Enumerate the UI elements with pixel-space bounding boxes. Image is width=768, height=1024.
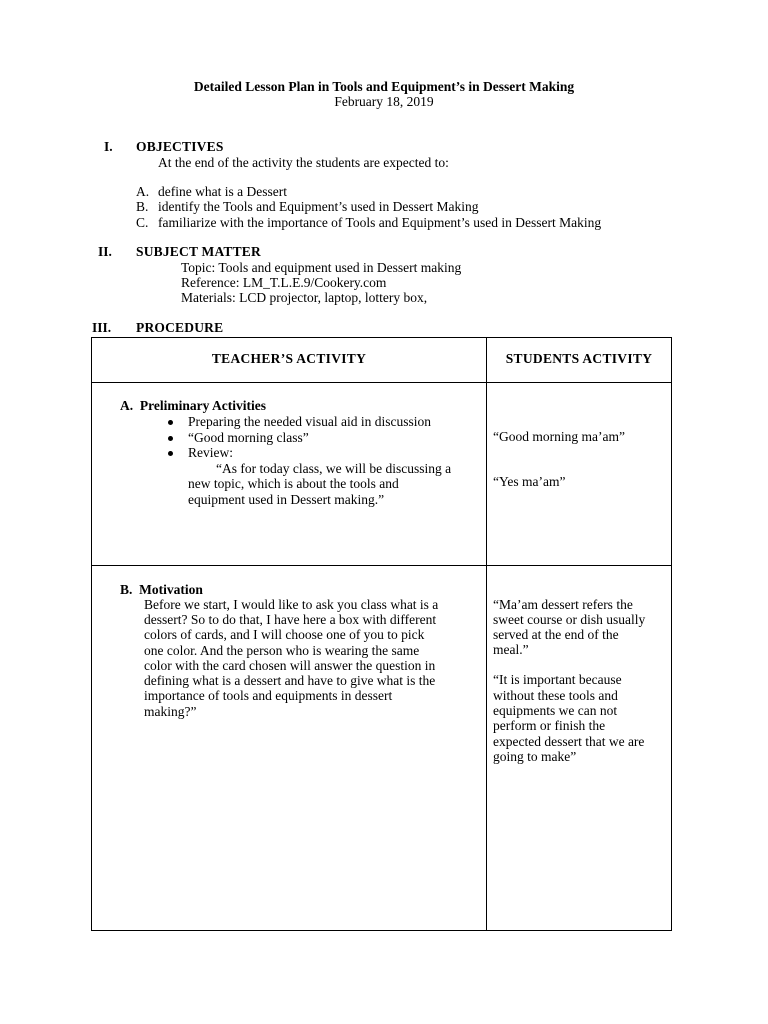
response-2-line-1: “It is important because <box>493 672 622 687</box>
response-2-line-4: perform or finish the <box>493 718 606 733</box>
motivation-row <box>92 566 672 931</box>
preliminary-bullet-2: “Good morning class” <box>188 430 309 445</box>
preliminary-heading: A. Preliminary Activities <box>120 398 266 413</box>
motivation-line-4: one color. And the person who is wearing the same <box>144 643 420 658</box>
motivation-line-3: colors of cards, and I will choose one of you to pick <box>144 627 425 642</box>
subject-materials: Materials: LCD projector, laptop, lottery box, <box>181 290 428 305</box>
response-1-line-4: meal.” <box>493 642 529 657</box>
objective-c-text: familiarize with the importance of Tools and Equipment’s used in Dessert Making <box>158 215 602 230</box>
bullet-icon <box>168 420 173 425</box>
motivation-line-1: Before we start, I would like to ask you class what is a <box>144 597 439 612</box>
objective-a-text: define what is a Dessert <box>158 184 287 199</box>
preliminary-teacher-cell <box>92 383 487 566</box>
procedure-numeral: III. <box>92 320 112 335</box>
motivation-students-cell <box>487 566 672 931</box>
preliminary-students-cell <box>487 383 672 566</box>
response-1-line-3: served at the end of the <box>493 627 619 642</box>
preliminary-row <box>92 383 672 566</box>
teacher-activity-header-cell <box>92 338 487 383</box>
bullet-icon <box>168 451 173 456</box>
response-1-line-2: sweet course or dish usually <box>493 612 646 627</box>
review-line-1: “As for today class, we will be discussing a <box>216 461 452 476</box>
subject-reference: Reference: LM_T.L.E.9/Cookery.com <box>181 275 387 290</box>
students-activity-header-cell <box>487 338 672 383</box>
preliminary-bullet-1: Preparing the needed visual aid in discussion <box>188 414 431 429</box>
subject-matter-heading: SUBJECT MATTER <box>136 244 261 259</box>
document-title: Detailed Lesson Plan in Tools and Equipment’s in Dessert Making <box>193 79 575 94</box>
motivation-line-7: importance of tools and equipments in dessert <box>144 688 393 703</box>
subject-topic: Topic: Tools and equipment used in Dessert making <box>181 260 462 275</box>
student-response-yes: “Yes ma’am” <box>493 474 566 489</box>
motivation-line-5: color with the card chosen will answer the question in <box>144 658 436 673</box>
document-date: February 18, 2019 <box>334 94 434 109</box>
subject-matter-numeral: II. <box>98 244 112 259</box>
motivation-line-6: defining what is a dessert and have to give what is the <box>144 673 436 688</box>
objectives-intro: At the end of the activity the students are expected to: <box>158 155 449 170</box>
procedure-table <box>91 337 672 931</box>
motivation-line-2: dessert? So to do that, I have here a box with different <box>144 612 437 627</box>
review-line-3: equipment used in Dessert making.” <box>188 492 385 507</box>
procedure-heading: PROCEDURE <box>136 320 224 335</box>
motivation-teacher-cell <box>92 566 487 931</box>
preliminary-bullet-3: Review: <box>188 445 233 460</box>
objectives-heading: OBJECTIVES <box>136 139 224 154</box>
response-1-line-1: “Ma’am dessert refers the <box>493 597 633 612</box>
response-2-line-6: going to make” <box>493 749 577 764</box>
response-2-line-5: expected dessert that we are <box>493 734 645 749</box>
motivation-line-8: making?” <box>144 704 197 719</box>
response-2-line-3: equipments we can not <box>493 703 618 718</box>
objective-b-letter: B. <box>136 199 149 214</box>
table-header-row <box>92 338 672 383</box>
student-response-good-morning: “Good morning ma’am” <box>493 429 625 444</box>
teacher-activity-header: TEACHER’S ACTIVITY <box>211 351 367 366</box>
objective-c-letter: C. <box>136 215 149 230</box>
students-activity-header: STUDENTS ACTIVITY <box>505 351 653 366</box>
bullet-icon <box>168 436 173 441</box>
response-2-line-2: without these tools and <box>493 688 618 703</box>
objective-b-text: identify the Tools and Equipment’s used in Dessert Making <box>158 199 479 214</box>
objective-a-letter: A. <box>136 184 150 199</box>
objectives-numeral: I. <box>104 139 113 154</box>
motivation-heading: B. Motivation <box>120 582 203 597</box>
review-line-2: new topic, which is about the tools and <box>188 476 399 491</box>
